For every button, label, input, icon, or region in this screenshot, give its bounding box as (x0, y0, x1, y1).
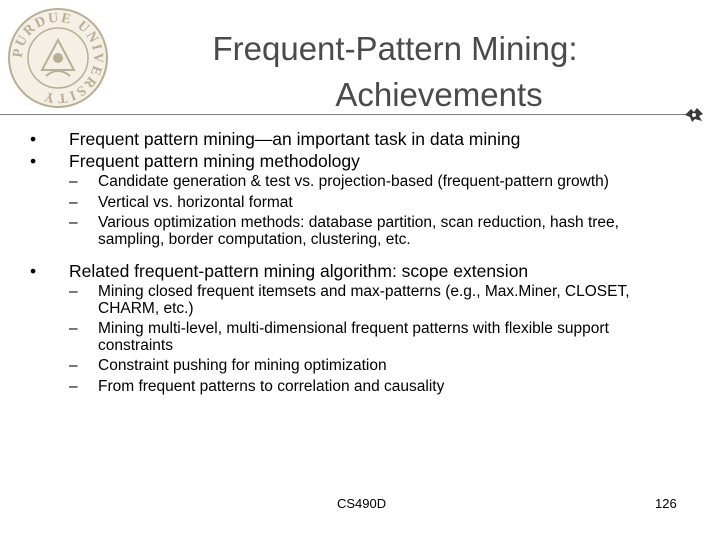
title-line-1: Frequent-Pattern Mining: (212, 30, 578, 67)
slide-title (190, 26, 620, 118)
university-seal-logo (6, 6, 110, 110)
sub-bullet (30, 284, 680, 317)
bullet-frequent-pattern-mining (30, 128, 680, 150)
bullet-glyph: • (30, 151, 37, 171)
sub-bullet-text: Mining multi-level, multi-dimensional frequent patterns with flexible support constraints (98, 320, 609, 354)
svg-text:PURDUE UNIVERSITY: PURDUE UNIVERSITY (10, 10, 106, 106)
footer-course: CS490D (337, 496, 387, 511)
sub-bullet-text: Candidate generation & test vs. projection-based (frequent-pattern growth) (98, 173, 609, 190)
dash-glyph: – (69, 173, 78, 190)
slide-body (30, 128, 680, 399)
dash-glyph: – (69, 214, 78, 231)
sub-bullet (30, 358, 680, 375)
sub-bullet-text: Mining closed frequent itemsets and max-patterns (e.g., Max.Miner, CLOSET, CHARM, etc.) (98, 283, 630, 317)
sub-bullet (30, 174, 680, 191)
sub-bullet (30, 195, 680, 212)
page-number: 126 (655, 496, 677, 511)
sub-bullet-text: Constraint pushing for mining optimization (98, 357, 387, 374)
dash-glyph: – (69, 283, 78, 300)
bullet-glyph: • (30, 129, 37, 149)
bullet-text: Frequent pattern mining—an important task in data mining (69, 129, 521, 149)
sub-bullet (30, 321, 680, 354)
bullet-methodology (30, 150, 680, 172)
sub-bullet (30, 379, 680, 396)
bullet-text: Frequent pattern mining methodology (69, 151, 360, 171)
title-line-2: Achievements (335, 76, 543, 113)
bullet-text: Related frequent-pattern mining algorithm: scope extension (69, 261, 529, 281)
title-divider (0, 114, 690, 115)
sub-bullet-text: From frequent patterns to correlation and causality (98, 377, 445, 395)
methodology-subitems (30, 174, 680, 248)
dash-glyph: – (69, 357, 78, 374)
dash-glyph: – (69, 193, 78, 211)
scope-extension-subitems (30, 284, 680, 395)
dash-glyph: – (69, 377, 78, 395)
sub-bullet (30, 215, 680, 248)
bullet-glyph: • (30, 261, 37, 281)
emblem-icon (683, 106, 705, 124)
dash-glyph: – (69, 320, 78, 337)
bullet-related-algorithms (30, 260, 680, 282)
sub-bullet-text: Vertical vs. horizontal format (98, 193, 293, 211)
sub-bullet-text: Various optimization methods: database partition, scan reduction, hash tree, sampling, border computation, clustering, etc. (98, 214, 619, 248)
